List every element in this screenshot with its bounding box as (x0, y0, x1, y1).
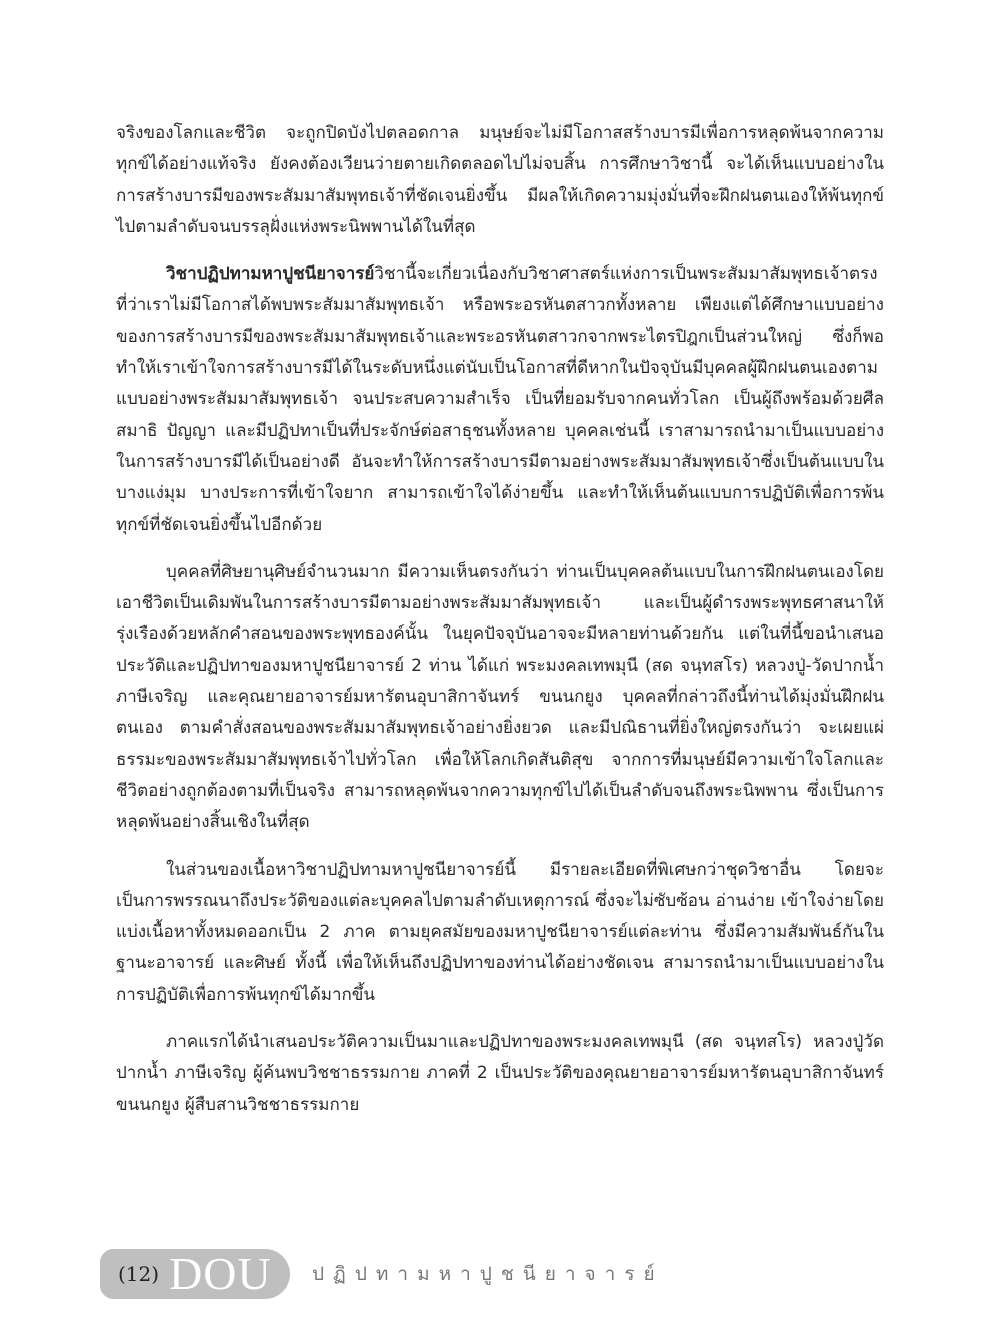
page-number: (12) (118, 1262, 160, 1286)
page-body (116, 118, 884, 1137)
paragraph-text: วิชานี้จะเกี่ยวเนื่องกับวิชาศาสตร์แห่งการเป็นพระสัมมาสัมพุทธเจ้าตรงที่ว่าเราไม่มีโอกาสได้พบพระสัมมาสัมพุทธเจ้า หรือพระอรหันตสาวกทั้งหลาย เพียงแต่ได้ศึกษาแบบอย่างของการสร้างบารมีของพระสัมมาสัมพุทธเจ้าและพระอรหันตสาวกจากพระไตรปิฎกเป็นส่วนใหญ่ ซึ่งก็พอทำให้เราเข้าใจการสร้างบารมีได้ในระดับหนึ่งแต่นับเป็นโอกาสที่ดีหากในปัจจุบันมีบุคคลผู้ฝึกฝนตนเองตามแบบอย่างพระสัมมาสัมพุทธเจ้า จนประสบความสำเร็จ เป็นที่ยอมรับจากคนทั่วโลก เป็นผู้ถึงพร้อมด้วยศีล สมาธิ ปัญญา และมีปฏิปทาเป็นที่ประจักษ์ต่อสาธุชนทั้งหลาย บุคคลเช่นนี้ เราสามารถนำมาเป็นแบบอย่างในการสร้างบารมีได้เป็นอย่างดี อันจะทำให้การสร้างบารมีตามอย่างพระสัมมาสัมพุทธเจ้าซึ่งเป็นต้นแบบในบางแง่มุม บางประการที่เข้าใจยาก สามารถเข้าใจได้ง่ายขึ้น และทำให้เห็นต้นแบบการปฏิบัติเพื่อการพ้นทุกข์ที่ชัดเจนยิ่งขึ้นไปอีกด้วย (116, 264, 884, 535)
paragraph-continuation (116, 118, 884, 243)
footer-tab (100, 1249, 290, 1299)
paragraph-role-models (116, 557, 884, 839)
paragraph-text: จริงของโลกและชีวิต จะถูกปิดบังไปตลอดกาล มนุษย์จะไม่มีโอกาสสร้างบารมีเพื่อการหลุดพ้นจากความทุกข์ได้อย่างแท้จริง ยังคงต้องเวียนว่ายตายเกิดตลอดไปไม่จบสิ้น การศึกษาวิชานี้ จะได้เห็นแบบอย่างในการสร้างบารมีของพระสัมมาสัมพุทธเจ้าที่ชัดเจนยิ่งขึ้น มีผลให้เกิดความมุ่งมั่นที่จะฝึกฝนตนเองให้พ้นทุกข์ไปตามลำดับจนบรรลุฝั่งแห่งพระนิพพานได้ในที่สุด (116, 123, 884, 237)
paragraph-text: ในส่วนของเนื้อหาวิชาปฏิปทามหาปูชนียาจารย์นี้ มีรายละเอียดที่พิเศษกว่าชุดวิชาอื่น โดยจะเป็นการพรรณนาถึงประวัติของแต่ละบุคคลไปตามลำดับเหตุการณ์ ซึ่งจะไม่ซับซ้อน อ่านง่าย เข้าใจง่ายโดยแบ่งเนื้อหาทั้งหมดออกเป็น 2 ภาค ตามยุคสมัยของมหาปูชนียาจารย์แต่ละท่าน ซึ่งมีความสัมพันธ์กันในฐานะอาจารย์ และศิษย์ ทั้งนี้ เพื่อให้เห็นถึงปฏิปทาของท่านได้อย่างชัดเจน สามารถนำมาเป็นแบบอย่างในการปฏิบัติเพื่อการพ้นทุกข์ได้มากขึ้น (116, 859, 884, 1005)
paragraph-text: บุคคลที่ศิษยานุศิษย์จำนวนมาก มีความเห็นตรงกันว่า ท่านเป็นบุคคลต้นแบบในการฝึกฝนตนเองโดยเอาชีวิตเป็นเดิมพันในการสร้างบารมีตามอย่างพระสัมมาสัมพุทธเจ้า และเป็นผู้ดำรงพระพุทธศาสนาให้รุ่งเรืองด้วยหลักคำสอนของพระพุทธองค์นั้น ในยุคปัจจุบันอาจจะมีหลายท่านด้วยกัน แต่ในที่นี้ขอนำเสนอประวัติและปฏิปทาของมหาปูชนียาจารย์ 2 ท่าน ได้แก่ พระมงคลเทพมุนี (สด จนฺทสโร) หลวงปู่-วัดปากน้ำ ภาษีเจริญ และคุณยายอาจารย์มหารัตนอุบาสิกาจันทร์ ขนนกยูง บุคคลที่กล่าวถึงนี้ท่านได้มุ่งมั่นฝึกฝนตนเอง ตามคำสั่งสอนของพระสัมมาสัมพุทธเจ้าอย่างยิ่งยวด และมีปณิธานที่ยิ่งใหญ่ตรงกันว่า จะเผยแผ่ธรรมะของพระสัมมาสัมพุทธเจ้าไปทั่วโลก เพื่อให้โลกเกิดสันติสุข จากการที่มนุษย์มีความเข้าใจโลกและชีวิตอย่างถูกต้องตามที่เป็นจริง สามารถหลุดพ้นจากความทุกข์ไปได้เป็นลำดับจนถึงพระนิพพาน ซึ่งเป็นการหลุดพ้นอย่างสิ้นเชิงในที่สุด (116, 561, 884, 833)
paragraph-parts-summary (116, 1027, 884, 1121)
running-title: ปฏิปทามหาปูชนียาจารย์ (312, 1263, 664, 1285)
paragraph-text: ภาคแรกได้นำเสนอประวัติความเป็นมาและปฏิปทาของพระมงคลเทพมุนี (สด จนฺทสโร) หลวงปู่วัดปากน้ำ ภาษีเจริญ ผู้ค้นพบวิชชาธรรมกาย ภาคที่ 2 เป็นประวัติของคุณยายอาจารย์มหารัตนอุบาสิกาจันทร์ ขนนกยูง ผู้สืบสานวิชชาธรรมกาย (116, 1032, 884, 1115)
course-title-lead: วิชาปฏิปทามหาปูชนียาจารย์ (166, 264, 375, 285)
paragraph-content-structure (116, 855, 884, 1011)
page-footer (100, 1247, 664, 1301)
paragraph-course-intro (116, 259, 884, 541)
dou-logo: DOU (169, 1248, 272, 1299)
